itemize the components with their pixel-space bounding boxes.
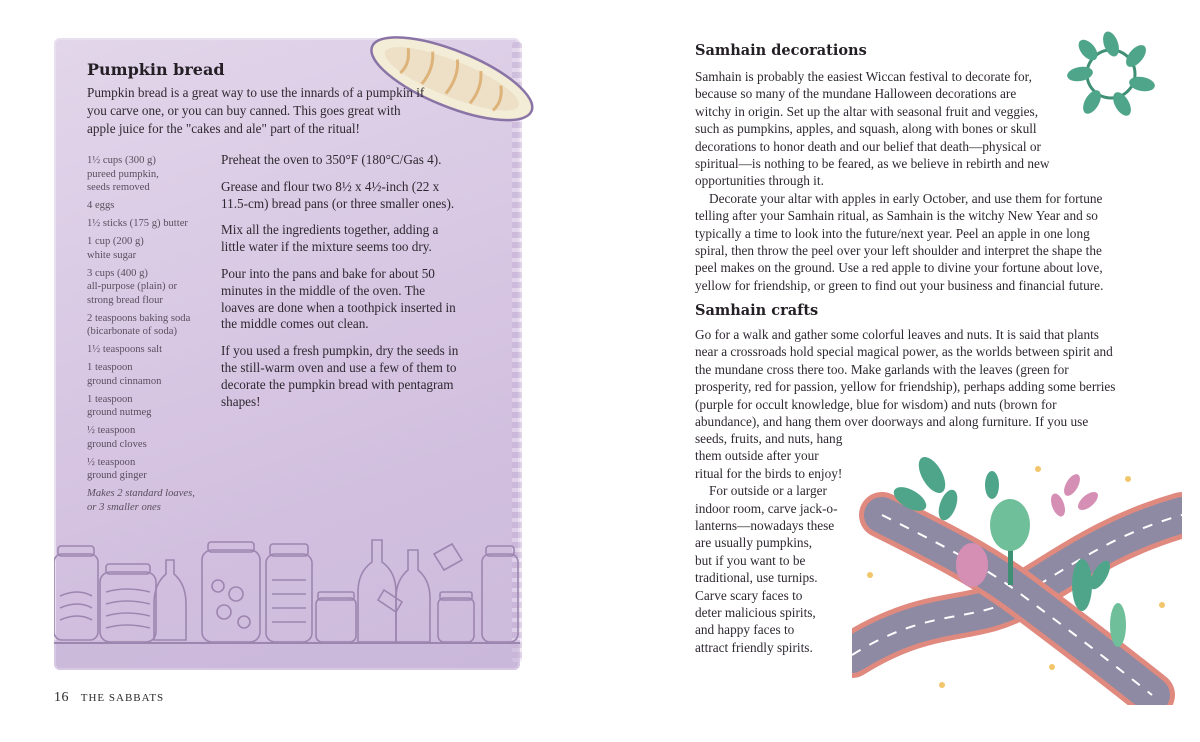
text-line: indoor room, carve jack-o- <box>695 500 838 516</box>
recipe-title: Pumpkin bread <box>87 60 225 79</box>
section-label: THE SABBATS <box>80 692 165 704</box>
text-line: lanterns—nowadays these <box>695 518 835 534</box>
leaf-wreath-icon <box>1066 28 1156 118</box>
text-line: For outside or a larger <box>709 483 827 499</box>
decorations-body <box>695 68 1115 294</box>
paragraph: Samhain is probably the easiest Wiccan festival to decorate for, because so many of the mundane Halloween decorations are witchy in origin. Set up the altar with seasonal fruit and veggies, such as pumpkins, apples, and squash, along with bones or skull decorations to honor death and our belief that death—physical or spiritual—is nothing to be feared, as we believe in rebirth and new opportunities through it. <box>695 69 1050 189</box>
ingredient-item: 3 cups (400 g) all-purpose (plain) or strong bread flour <box>87 267 178 306</box>
ingredient-item: 1½ cups (300 g) pureed pumpkin, seeds removed <box>87 155 159 193</box>
crossroads-plants-icon <box>852 455 1182 705</box>
text-line: ritual for the birds to enjoy! <box>695 465 843 481</box>
text-line: deter malicious spirits, <box>695 605 816 621</box>
jars-shelf-icon <box>54 536 520 646</box>
text-line: but if you want to be <box>695 552 806 568</box>
ingredient-item: 1½ teaspoons salt <box>87 344 163 355</box>
recipe-intro: Pumpkin bread is a great way to use the innards of a pumpkin if you carve one, or you can buy canned. This goes great with apple juice for the "cakes and ale" part of the ritual! <box>87 85 425 136</box>
recipe-step: Grease and flour two 8½ x 4½-inch (22 x 11.5-cm) bread pans (or three smaller ones). <box>221 178 455 211</box>
text-line: traditional, use turnips. <box>695 570 818 586</box>
crafts-body-narrow <box>695 430 865 656</box>
ingredient-item: 4 eggs <box>87 200 115 211</box>
text-line: attract friendly spirits. <box>695 639 813 655</box>
recipe-step: If you used a fresh pumpkin, dry the seeds in the still-warm oven and use a few of them to decorate the pumpkin bread with pentagram shapes! <box>221 343 459 409</box>
recipe-step: Pour into the pans and bake for about 50 minutes in the middle of the oven. The loaves are done when a toothpick inserted in the middle comes out clean. <box>221 265 456 332</box>
text-line: and happy faces to <box>695 622 795 638</box>
ingredient-item: 1 teaspoon ground cinnamon <box>87 362 162 387</box>
ingredient-list <box>87 154 212 519</box>
text-line: are usually pumpkins, <box>695 535 813 551</box>
ingredient-item: 1 teaspoon ground nutmeg <box>87 393 152 418</box>
text-line: them outside after your <box>695 448 819 464</box>
yield-note: Makes 2 standard loaves, or 3 smaller ones <box>87 488 195 513</box>
decorations-heading: Samhain decorations <box>695 42 867 59</box>
text-line: Carve scary faces to <box>695 587 803 603</box>
recipe-steps <box>221 152 461 420</box>
recipe-step: Mix all the ingredients together, adding a little water if the mixture seems too dry. <box>221 222 439 255</box>
ingredient-item: 2 teaspoons baking soda (bicarbonate of soda) <box>87 312 191 337</box>
page-footer <box>54 689 164 706</box>
ingredient-item: ½ teaspoon ground ginger <box>87 456 147 481</box>
paragraph: Go for a walk and gather some colorful leaves and nuts. It is said that plants near a crossroads hold special magical power, as the worlds between spirit and the mundane cross there too. Make garlands with the leaves (green for prosperity, red for passion, yellow for friendship), perhaps adding some berries (purple for occult knowledge, blue for wisdom) and nuts (brown for abundance), and hang them over doorways and along furniture. If you use <box>695 327 1116 430</box>
recipe-step: Preheat the oven to 350°F (180°C/Gas 4). <box>221 152 442 167</box>
crafts-heading: Samhain crafts <box>695 302 819 319</box>
ingredient-item: 1½ sticks (175 g) butter <box>87 218 188 229</box>
text-line: seeds, fruits, and nuts, hang <box>695 431 843 446</box>
page-number: 16 <box>54 690 69 705</box>
paragraph: Decorate your altar with apples in early October, and use them for fortune telling after your Samhain ritual, as Samhain is the witchy New Year and so typically a time to look into the future/next year. Peel an apple in one long spiral, then throw the peel over your left shoulder and interpret the shape the peel makes on the ground. Use a red apple to divine your fortune about love, yellow for friendship, or green to find out your business and financial future. <box>695 190 1104 293</box>
crafts-body-wide <box>695 326 1117 430</box>
ingredient-item: 1 cup (200 g) white sugar <box>87 236 144 261</box>
ingredient-item: ½ teaspoon ground cloves <box>87 425 147 450</box>
